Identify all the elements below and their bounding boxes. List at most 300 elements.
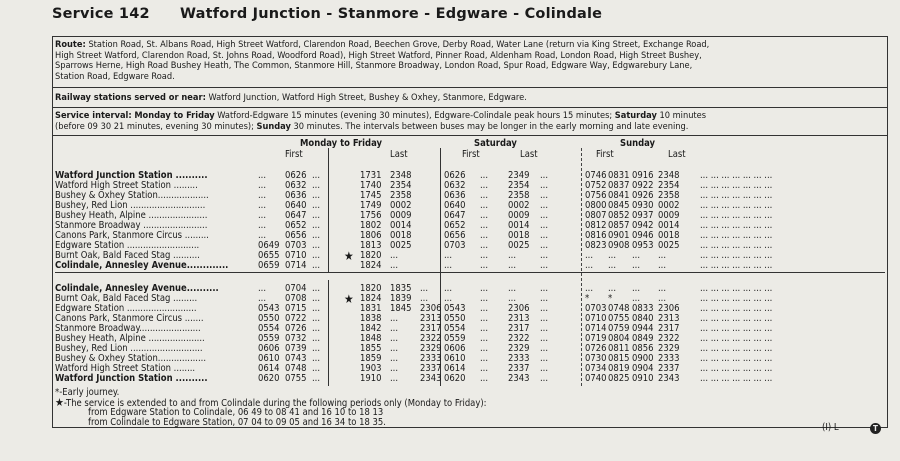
header-sun-first: First <box>596 149 614 160</box>
time-cell: ... <box>312 250 321 261</box>
time-cell: 1839 <box>390 293 412 304</box>
time-cell: 0837 <box>608 180 630 191</box>
time-cell: ... <box>480 333 489 344</box>
time-cell: 0715 <box>285 303 307 314</box>
time-cell: ... <box>508 250 517 261</box>
route-line-4: Station Road, Edgware Road. <box>55 70 175 82</box>
star-icon: ★ <box>344 249 354 263</box>
time-cell: ... <box>258 200 267 211</box>
time-cell: 1820 <box>360 250 382 261</box>
header-sat-last: Last <box>520 149 538 160</box>
time-cell: 2306 <box>658 303 680 314</box>
time-cell: 0632 <box>444 180 466 191</box>
header-sat-first: First <box>462 149 480 160</box>
time-cell: ... <box>312 240 321 251</box>
time-cell: ... <box>540 313 549 324</box>
time-cell: 2313 <box>658 313 680 324</box>
time-cell: ... <box>540 220 549 231</box>
time-cell: ... <box>390 313 399 324</box>
time-cell: 0018 <box>658 230 680 241</box>
time-cell: ... <box>258 220 267 231</box>
time-cell: ... <box>312 353 321 364</box>
route-line-2: High Street Watford, Clarendon Road, St. Johns Road, Woodford Road), High Street Watford, Pinner Road, Aldenham Road, London Road, High Street Bushey, <box>55 49 702 61</box>
time-cell: 0620 <box>444 373 466 384</box>
interval-mf: Monday to Friday <box>134 110 215 121</box>
time-cell: 0025 <box>508 240 530 251</box>
time-cell: 0626 <box>285 170 307 181</box>
time-cell: 0904 <box>632 363 654 374</box>
time-cell: ... <box>608 260 617 271</box>
time-cell: 2313 <box>420 313 442 324</box>
time-cell: 0849 <box>632 333 654 344</box>
time-cell: 0714 <box>585 323 607 334</box>
time-cell: ... <box>480 303 489 314</box>
time-cell: ... <box>585 250 594 261</box>
time-cell: ... <box>632 293 641 304</box>
route-label: Route: <box>55 39 86 50</box>
time-cell: 0730 <box>585 353 607 364</box>
time-cell: * <box>608 293 613 304</box>
stop-name: Bushey & Oxhey Station.................. <box>55 353 207 364</box>
time-cell: 0926 <box>632 190 654 201</box>
interval-text-4: 30 minutes. The intervals between buses may be longer in the early morning and late evening. <box>293 120 689 132</box>
time-cell: ... <box>540 190 549 201</box>
time-cell: 0659 <box>258 260 280 271</box>
time-cell: 0009 <box>390 210 412 221</box>
time-cell: 2343 <box>420 373 442 384</box>
time-cell: 1802 <box>360 220 382 231</box>
time-cell: ... <box>480 363 489 374</box>
time-cell: 0559 <box>444 333 466 344</box>
time-cell: 0710 <box>285 250 307 261</box>
time-cell: ... <box>312 363 321 374</box>
time-cell: 0807 <box>585 210 607 221</box>
time-cell: 0652 <box>285 220 307 231</box>
time-cell: ... <box>632 250 641 261</box>
time-cell: 0815 <box>608 353 630 364</box>
time-cell: 2337 <box>658 363 680 374</box>
footnote-from-colindale: from Colindale to Edgware Station, 07 04 to 09 05 and 16 34 to 18 35. <box>88 417 386 428</box>
time-cell: 1824 <box>360 260 382 271</box>
time-cell: ... <box>420 283 429 294</box>
time-cell: 0703 <box>585 303 607 314</box>
time-cell: 1835 <box>390 283 412 294</box>
time-cell: ... <box>658 293 667 304</box>
empty-columns: ... ... ... ... ... ... ... <box>700 373 773 384</box>
time-cell: 2322 <box>658 333 680 344</box>
time-cell: 0554 <box>444 323 466 334</box>
time-cell: ... <box>508 293 517 304</box>
time-cell: * <box>585 293 590 304</box>
timetable-code: (I) L <box>822 422 839 433</box>
time-cell: ... <box>480 240 489 251</box>
time-cell: ... <box>540 200 549 211</box>
time-cell: ... <box>444 260 453 271</box>
time-cell: ... <box>312 323 321 334</box>
railway-label: Railway stations served or near: <box>55 92 206 103</box>
time-cell: 0606 <box>258 343 280 354</box>
time-cell: ... <box>312 260 321 271</box>
time-cell: ... <box>312 190 321 201</box>
time-cell: ... <box>540 260 549 271</box>
time-cell: ... <box>480 200 489 211</box>
time-cell: ... <box>444 250 453 261</box>
time-cell: 0746 <box>585 170 607 181</box>
time-cell: 0649 <box>258 240 280 251</box>
interval-sat: Saturday <box>614 110 657 121</box>
interval-sun: Sunday <box>256 120 291 132</box>
time-cell: 1831 <box>360 303 382 314</box>
header-mf: Monday to Friday <box>300 138 382 149</box>
time-cell: 0550 <box>258 313 280 324</box>
time-cell: 0841 <box>608 190 630 201</box>
time-cell: ... <box>480 323 489 334</box>
time-cell: 0704 <box>285 283 307 294</box>
time-cell: ... <box>480 283 489 294</box>
empty-columns: ... ... ... ... ... ... ... <box>700 333 773 344</box>
time-cell: 0856 <box>632 343 654 354</box>
time-cell: ... <box>540 333 549 344</box>
stop-name: Canons Park, Stanmore Circus ....... <box>55 313 204 324</box>
stop-name: Burnt Oak, Bald Faced Stag .......... <box>55 250 200 261</box>
time-cell: 2348 <box>658 170 680 181</box>
empty-columns: ... ... ... ... ... ... ... <box>700 200 773 211</box>
time-cell: ... <box>480 353 489 364</box>
time-cell: 0732 <box>285 333 307 344</box>
time-cell: ... <box>258 210 267 221</box>
time-cell: ... <box>312 343 321 354</box>
time-cell: 0018 <box>508 230 530 241</box>
header-sun-last: Last <box>668 149 686 160</box>
time-cell: 2343 <box>508 373 530 384</box>
route-section <box>55 40 887 82</box>
time-cell: 0942 <box>632 220 654 231</box>
time-cell: 0755 <box>285 373 307 384</box>
stop-name: Canons Park, Stanmore Circus ......... <box>55 230 209 241</box>
time-cell: 2348 <box>390 170 412 181</box>
stop-name: Watford High Street Station ........ <box>55 363 196 374</box>
empty-columns: ... ... ... ... ... ... ... <box>700 230 773 241</box>
time-cell: 0748 <box>608 303 630 314</box>
time-cell: 0714 <box>285 260 307 271</box>
time-cell: ... <box>632 283 641 294</box>
time-cell: 0845 <box>608 200 630 211</box>
stop-name: Bushey Heath, Alpine ..................... <box>55 333 205 344</box>
time-cell: 2322 <box>420 333 442 344</box>
header-mf-first: First <box>285 149 303 160</box>
time-cell: 1740 <box>360 180 382 191</box>
time-cell: 1838 <box>360 313 382 324</box>
time-cell: ... <box>312 293 321 304</box>
time-cell: ... <box>608 250 617 261</box>
time-cell: 0722 <box>285 313 307 324</box>
time-cell: 1903 <box>360 363 382 374</box>
time-cell: 0740 <box>585 373 607 384</box>
time-cell: ... <box>480 180 489 191</box>
stop-name: Bushey, Red Lion ............................ <box>55 200 206 211</box>
time-cell: ... <box>480 210 489 221</box>
time-cell: 0857 <box>608 220 630 231</box>
time-cell: 0554 <box>258 323 280 334</box>
time-cell: 0922 <box>632 180 654 191</box>
time-cell: ... <box>390 343 399 354</box>
time-cell: 0901 <box>608 230 630 241</box>
time-cell: ... <box>444 283 453 294</box>
time-cell: ... <box>540 210 549 221</box>
time-cell: ... <box>658 250 667 261</box>
stop-name: Stanmore Broadway ........................ <box>55 220 208 231</box>
time-cell: 0550 <box>444 313 466 324</box>
empty-columns: ... ... ... ... ... ... ... <box>700 250 773 261</box>
time-cell: 1859 <box>360 353 382 364</box>
time-cell: 0908 <box>608 240 630 251</box>
time-cell: ... <box>258 190 267 201</box>
time-cell: ... <box>258 180 267 191</box>
time-cell: ... <box>312 180 321 191</box>
interval-section <box>55 111 887 132</box>
time-cell: 0620 <box>258 373 280 384</box>
time-cell: ... <box>312 210 321 221</box>
time-cell: 0831 <box>608 170 630 181</box>
time-cell: 2349 <box>508 170 530 181</box>
time-cell: ... <box>312 200 321 211</box>
time-cell: 0852 <box>608 210 630 221</box>
time-cell: 2333 <box>658 353 680 364</box>
time-cell: ... <box>258 170 267 181</box>
time-cell: 0002 <box>508 200 530 211</box>
time-cell: 0647 <box>444 210 466 221</box>
time-cell: 0002 <box>390 200 412 211</box>
time-cell: 0647 <box>285 210 307 221</box>
empty-columns: ... ... ... ... ... ... ... <box>700 363 773 374</box>
empty-columns: ... ... ... ... ... ... ... <box>700 353 773 364</box>
time-cell: ... <box>480 220 489 231</box>
time-cell: 2337 <box>508 363 530 374</box>
section-divider <box>55 272 885 273</box>
time-cell: 0559 <box>258 333 280 344</box>
time-cell: 0018 <box>390 230 412 241</box>
empty-columns: ... ... ... ... ... ... ... <box>700 240 773 251</box>
t-circle-icon: T <box>870 423 881 434</box>
interval-text-1: Watford-Edgware 15 minutes (evening 30 minutes), Edgware-Colindale peak hours 15 minutes; <box>217 110 613 121</box>
route-line-3: Sparrows Herne, High Road Bushey Heath, The Common, Stanmore Hill, Stanmore Broadway, London Road, Spur Road, Edgware Way, Edgwarebury Lane, <box>55 60 693 72</box>
time-cell: 0756 <box>585 190 607 201</box>
time-cell: ... <box>312 333 321 344</box>
time-cell: 0719 <box>585 333 607 344</box>
empty-columns: ... ... ... ... ... ... ... <box>700 303 773 314</box>
header-sat: Saturday <box>474 138 517 149</box>
time-cell: ... <box>540 250 549 261</box>
time-cell: 0930 <box>632 200 654 211</box>
time-cell: ... <box>585 260 594 271</box>
time-cell: ... <box>585 283 594 294</box>
rule-mf-split <box>328 280 329 386</box>
time-cell: ... <box>480 190 489 201</box>
time-cell: 0610 <box>258 353 280 364</box>
time-cell: 0640 <box>444 200 466 211</box>
time-cell: 1910 <box>360 373 382 384</box>
time-cell: 1756 <box>360 210 382 221</box>
time-cell: 2306 <box>508 303 530 314</box>
time-cell: ... <box>420 293 429 304</box>
empty-columns: ... ... ... ... ... ... ... <box>700 260 773 271</box>
time-cell: ... <box>390 333 399 344</box>
time-cell: 0014 <box>658 220 680 231</box>
time-cell: 2329 <box>658 343 680 354</box>
time-cell: ... <box>390 260 399 271</box>
time-cell: ... <box>390 373 399 384</box>
footnote-from-edgware: from Edgware Station to Colindale, 06 49 to 08 41 and 16 10 to 18 13 <box>88 407 384 418</box>
time-cell: 0708 <box>285 293 307 304</box>
time-cell: ... <box>258 283 267 294</box>
time-cell: ... <box>312 230 321 241</box>
interval-label: Service interval: <box>55 110 132 121</box>
time-cell: ... <box>540 230 549 241</box>
time-cell: 0025 <box>658 240 680 251</box>
time-cell: 0946 <box>632 230 654 241</box>
time-cell: 2306 <box>420 303 442 314</box>
time-cell: 0759 <box>608 323 630 334</box>
time-cell: ... <box>480 293 489 304</box>
route-line-1: Station Road, St. Albans Road, High Street Watford, Clarendon Road, Beechen Grove, Derby Road, Water Lane (return via King Street, Exchange Road, <box>88 39 710 50</box>
time-cell: ... <box>480 313 489 324</box>
time-cell: 0014 <box>508 220 530 231</box>
time-cell: ... <box>258 293 267 304</box>
time-cell: ... <box>390 323 399 334</box>
stop-name: Bushey, Red Lion ........................... <box>55 343 203 354</box>
time-cell: 0811 <box>608 343 630 354</box>
time-cell: 0626 <box>444 170 466 181</box>
time-cell: ... <box>390 363 399 374</box>
time-cell: 1806 <box>360 230 382 241</box>
time-cell: 0025 <box>390 240 412 251</box>
stop-name: Stanmore Broadway....................... <box>55 323 201 334</box>
time-cell: 2358 <box>390 190 412 201</box>
time-cell: 0614 <box>444 363 466 374</box>
time-cell: 2354 <box>390 180 412 191</box>
time-cell: 2333 <box>508 353 530 364</box>
time-cell: 2317 <box>658 323 680 334</box>
time-cell: 0900 <box>632 353 654 364</box>
time-cell: ... <box>540 323 549 334</box>
time-cell: ... <box>540 240 549 251</box>
time-cell: 0816 <box>585 230 607 241</box>
time-cell: 0614 <box>258 363 280 374</box>
time-cell: 0632 <box>285 180 307 191</box>
time-cell: 1731 <box>360 170 382 181</box>
footnote-extended-text: -The service is extended to and from Colindale during the following periods only (Monday to Friday): <box>63 398 487 409</box>
time-cell: 0636 <box>285 190 307 201</box>
time-cell: ... <box>258 230 267 241</box>
time-cell: ... <box>540 363 549 374</box>
stop-name: Bushey Heath, Alpine ...................... <box>55 210 208 221</box>
stop-name: Colindale, Annesley Avenue.......... <box>55 283 219 294</box>
header-mf-last: Last <box>390 149 408 160</box>
time-cell: ... <box>508 283 517 294</box>
time-cell: 0812 <box>585 220 607 231</box>
star-icon: ★ <box>55 396 64 409</box>
time-cell: 2354 <box>658 180 680 191</box>
time-cell: ... <box>632 260 641 271</box>
interval-text-3: (before 09 30 21 minutes, evening 30 minutes); <box>55 120 254 132</box>
empty-columns: ... ... ... ... ... ... ... <box>700 323 773 334</box>
time-cell: ... <box>480 170 489 181</box>
route-title: Watford Junction - Stanmore - Edgware - Colindale <box>180 6 603 22</box>
time-cell: 0752 <box>585 180 607 191</box>
time-cell: ... <box>540 293 549 304</box>
empty-columns: ... ... ... ... ... ... ... <box>700 283 773 294</box>
time-cell: 0543 <box>258 303 280 314</box>
stop-name: Edgware Station .......................... <box>55 303 197 314</box>
time-cell: ... <box>658 260 667 271</box>
empty-columns: ... ... ... ... ... ... ... <box>700 343 773 354</box>
time-cell: 0636 <box>444 190 466 201</box>
time-cell: 1842 <box>360 323 382 334</box>
time-cell: 0823 <box>585 240 607 251</box>
time-cell: ... <box>540 180 549 191</box>
empty-columns: ... ... ... ... ... ... ... <box>700 210 773 221</box>
time-cell: 0606 <box>444 343 466 354</box>
rule-mf-split <box>328 148 329 272</box>
time-cell: ... <box>390 250 399 261</box>
time-cell: ... <box>480 260 489 271</box>
time-cell: 2322 <box>508 333 530 344</box>
empty-columns: ... ... ... ... ... ... ... <box>700 313 773 324</box>
time-cell: 1745 <box>360 190 382 201</box>
time-cell: 2333 <box>420 353 442 364</box>
time-cell: 0009 <box>658 210 680 221</box>
time-cell: ... <box>540 373 549 384</box>
time-cell: 1845 <box>390 303 412 314</box>
time-cell: 0710 <box>585 313 607 324</box>
time-cell: 0652 <box>444 220 466 231</box>
divider <box>52 107 888 108</box>
time-cell: 1824 <box>360 293 382 304</box>
time-cell: ... <box>540 303 549 314</box>
header-sun: Sunday <box>620 138 656 149</box>
stop-name: Bushey & Oxhey Station................... <box>55 190 209 201</box>
empty-columns: ... ... ... ... ... ... ... <box>700 170 773 181</box>
empty-columns: ... ... ... ... ... ... ... <box>700 180 773 191</box>
footnote-early: *-Early journey. <box>55 387 120 398</box>
time-cell: 2358 <box>658 190 680 201</box>
time-cell: ... <box>312 303 321 314</box>
time-cell: ... <box>540 343 549 354</box>
divider <box>52 135 888 136</box>
empty-columns: ... ... ... ... ... ... ... <box>700 220 773 231</box>
time-cell: 1855 <box>360 343 382 354</box>
interval-text-2: 10 minutes <box>659 110 707 121</box>
time-cell: 0014 <box>390 220 412 231</box>
stop-name: Watford High Street Station ......... <box>55 180 198 191</box>
time-cell: 0739 <box>285 343 307 354</box>
time-cell: 1848 <box>360 333 382 344</box>
service-number: Service 142 <box>52 6 150 22</box>
empty-columns: ... ... ... ... ... ... ... <box>700 190 773 201</box>
time-cell: ... <box>480 343 489 354</box>
time-cell: 2354 <box>508 180 530 191</box>
time-cell: 2313 <box>508 313 530 324</box>
time-cell: 0804 <box>608 333 630 344</box>
page-header <box>52 6 603 22</box>
time-cell: ... <box>540 353 549 364</box>
time-cell: 2329 <box>420 343 442 354</box>
time-cell: ... <box>312 373 321 384</box>
time-cell: 1749 <box>360 200 382 211</box>
time-cell: 0825 <box>608 373 630 384</box>
time-cell: 0726 <box>585 343 607 354</box>
time-cell: ... <box>312 220 321 231</box>
